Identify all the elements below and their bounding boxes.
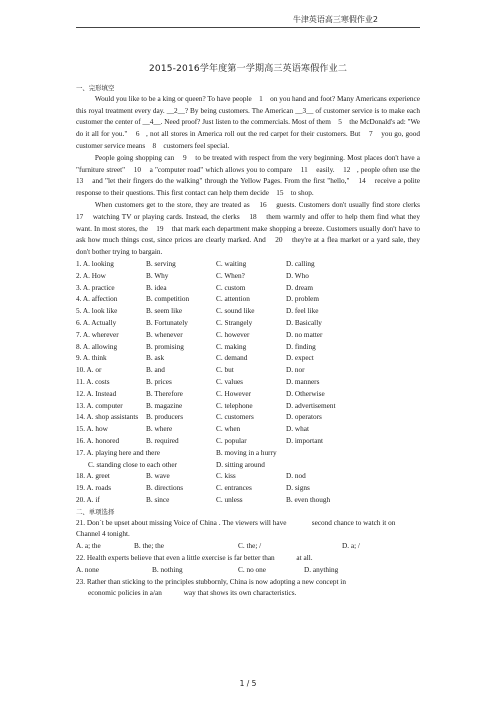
option-c: C. When? <box>216 271 245 280</box>
option-c: C. no one <box>238 565 266 574</box>
option-d: D. expect <box>286 354 314 363</box>
option-row <box>76 271 420 283</box>
option-a: 18. A. greet <box>76 472 110 481</box>
passage-paragraph: When customers get to the store, they are treated as 16 guests. Customers don't usually find store clerks 17 watching TV or playing cards. Instead, the clerks 18 them warmly and offer to help them find what they want. In most stores, the 19 that mark each department make shopping a breeze. Customers usually don't have to ask how much things cost, since prices are clearly marked. And 20 they're at a flea market or a yard sale, they don't bother trying to bargain. <box>76 200 428 257</box>
option-a: 1. A. looking <box>76 259 114 268</box>
option-a: 17. A. playing here and there <box>76 448 160 457</box>
option-row <box>76 389 420 401</box>
option-b: B. Therefore <box>146 389 183 398</box>
option-c: C. sound like <box>216 307 255 316</box>
option-a: 16. A. honored <box>76 436 120 445</box>
page-title: 2015-2016学年度第一学期高三英语寒假作业二 <box>148 64 348 74</box>
option-b: B. wave <box>146 472 170 481</box>
option-d: D. nod <box>286 472 306 481</box>
option-b: B. where <box>146 425 173 434</box>
option-a: 9. A. think <box>76 354 107 363</box>
option-b: B. ask <box>146 354 165 363</box>
option-c: C. demand <box>216 354 248 363</box>
option-d: D. dream <box>286 283 313 292</box>
option-row <box>76 259 420 271</box>
option-row-17-cont <box>76 460 420 472</box>
option-a: 13. A. computer <box>76 401 123 410</box>
option-d: D. anything <box>304 565 339 574</box>
option-b: B. Fortunately <box>146 318 188 327</box>
option-a: 10. A. or <box>76 366 102 375</box>
option-a: A. a; the <box>76 542 101 551</box>
option-c: C. However <box>216 389 252 398</box>
option-c: C. kiss <box>216 472 236 481</box>
option-a: A. none <box>76 565 99 574</box>
option-c: C. waiting <box>216 259 247 268</box>
option-row <box>76 353 420 365</box>
option-a: 19. A. roads <box>76 484 112 493</box>
option-d: D. calling <box>286 259 315 268</box>
option-b: B. nothing <box>152 565 183 574</box>
option-row-17 <box>76 448 420 460</box>
question-22-options <box>76 565 420 577</box>
question-23-stem-cont: economic policies in a/an way that shows its own characteristics. <box>88 589 297 598</box>
option-row <box>76 495 420 507</box>
option-a: 11. A. costs <box>76 377 110 386</box>
option-b: B. producers <box>146 413 184 422</box>
section-heading-choice: 二、单项选择 <box>76 507 115 516</box>
option-d: D. finding <box>286 342 316 351</box>
option-d: D. no matter <box>286 330 323 339</box>
question-21-stem: 21. Don`t be upset about missing Voice of China . The viewers will have second chance to watch it on Channel 4 tonight. <box>76 518 416 539</box>
option-c: C. when <box>216 425 241 434</box>
option-row <box>76 365 420 377</box>
option-row <box>76 306 420 318</box>
option-d: D. important <box>286 436 324 445</box>
option-row <box>76 401 420 413</box>
option-d: D. sitting around <box>216 460 265 469</box>
option-b: B. promising <box>146 342 184 351</box>
document-body <box>76 64 428 600</box>
option-d: D. feel like <box>286 307 319 316</box>
option-b: B. idea <box>146 283 167 292</box>
option-c: C. telephone <box>216 401 253 410</box>
option-d: D. nor <box>286 366 305 375</box>
option-d: B. even though <box>286 495 331 504</box>
option-row <box>76 436 420 448</box>
option-b: B. required <box>146 436 179 445</box>
option-d: D. Who <box>286 271 309 280</box>
option-d: D. Basically <box>286 318 322 327</box>
option-a: 7. A. wherever <box>76 330 119 339</box>
option-b: B. since <box>146 495 170 504</box>
option-b: B. magazine <box>146 401 183 410</box>
option-row <box>76 318 420 330</box>
header-rule <box>76 27 420 28</box>
option-row <box>76 330 420 342</box>
option-a: 12. A. Instead <box>76 389 117 398</box>
option-c: C. entrances <box>216 484 252 493</box>
option-c: C. custom <box>216 283 246 292</box>
option-d: D. advertisement <box>286 401 336 410</box>
option-c: C. standing close to each other <box>88 460 177 469</box>
option-c: C. values <box>216 377 243 386</box>
option-b: B. whenever <box>146 330 183 339</box>
option-a: 8. A. allowing <box>76 342 118 351</box>
option-a: 4. A. affection <box>76 295 118 304</box>
option-d: D. Otherwise <box>286 389 325 398</box>
passage-paragraph: People going shopping can 9 to be treated with respect from the very beginning. Most places don't have a "furniture street" 10 a "computer road" which allows you to compare 11 easily. 12 , people often use the 13 and "let their fingers do the walking" through the Yellow Pages. From the first "hello," 14 receive a polite response to their questions. This first contact can help them decide 15 to shop. <box>76 153 428 198</box>
option-b: B. competition <box>146 295 190 304</box>
option-c: C. customers <box>216 413 254 422</box>
option-row <box>76 471 420 483</box>
option-a: 20. A. if <box>76 495 100 504</box>
option-d: D. operators <box>286 413 322 422</box>
option-row <box>76 424 420 436</box>
option-b: B. and <box>146 366 165 375</box>
cloze-options <box>76 259 420 448</box>
option-a: 5. A. look like <box>76 307 118 316</box>
option-row <box>76 412 420 424</box>
option-d: D. a; / <box>342 542 360 551</box>
option-a: 3. A. practice <box>76 283 115 292</box>
option-b: B. the; the <box>134 542 165 551</box>
option-c: C. the; / <box>238 542 262 551</box>
option-a: 2. A. How <box>76 271 106 280</box>
option-b: B. prices <box>146 377 172 386</box>
option-c: C. attention <box>216 295 250 304</box>
question-23-stem: 23. Rather than sticking to the principles stubbornly, China is now adopting a new concept in <box>76 577 346 586</box>
option-c: C. unless <box>216 495 243 504</box>
option-row <box>76 483 420 495</box>
page-number: 1 / 5 <box>239 679 257 688</box>
option-c: C. popular <box>216 436 247 445</box>
option-a: 6. A. Actually <box>76 318 117 327</box>
option-b: B. Why <box>146 271 169 280</box>
option-row <box>76 283 420 295</box>
option-a: 14. A. shop assistants <box>76 413 139 422</box>
option-d: D. manners <box>286 377 320 386</box>
passage-paragraph: Would you like to be a king or queen? To have people 1 on you hand and foot? Many Americans experience this royal treatment every day. __2__? By being customers. The American __3__ of customer service is to make each customer the center of __4__. Need proof? Just listen to the commercials. Most of them 5 the McDonald's ad: "We do it all for you." 6 , not all stores in America roll out the red carpet for their customers. But 7 you go, good customer service means 8 customers feel special. <box>76 94 422 150</box>
option-b: B. moving in a hurry <box>216 448 277 457</box>
option-d: D. what <box>286 425 309 434</box>
option-b: B. seem like <box>146 307 183 316</box>
question-21-options <box>76 541 420 553</box>
option-row <box>76 294 420 306</box>
option-d: D. problem <box>286 295 320 304</box>
section-heading-cloze: 一、完形填空 <box>76 83 115 92</box>
option-c: C. Strangely <box>216 318 253 327</box>
option-b: B. directions <box>146 484 184 493</box>
option-row <box>76 377 420 389</box>
option-a: 15. A. how <box>76 425 108 434</box>
option-b: B. serving <box>146 259 176 268</box>
cloze-options-tail <box>76 471 420 506</box>
running-header: 牛津英语高三寒假作业2 <box>292 15 378 24</box>
option-c: C. making <box>216 342 247 351</box>
option-c: C. however <box>216 330 250 339</box>
option-c: C. but <box>216 366 234 375</box>
option-row <box>76 342 420 354</box>
option-d: D. signs <box>286 484 310 493</box>
question-22-stem: 22. Health experts believe that even a little exercise is far better than at all. <box>76 554 313 563</box>
